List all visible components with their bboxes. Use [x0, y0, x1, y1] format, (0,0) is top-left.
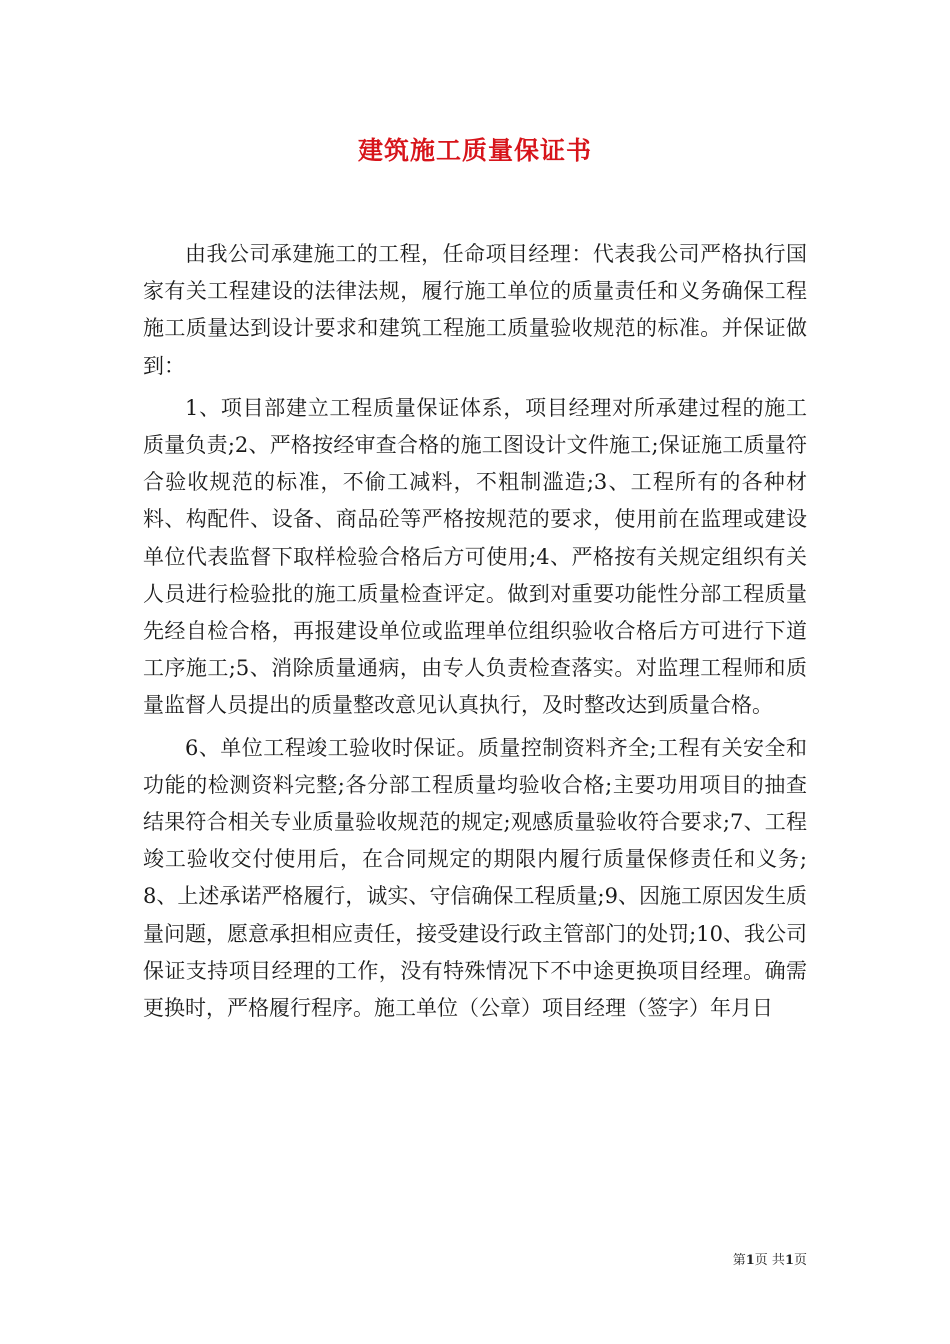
footer-total-pages: 1	[784, 1253, 794, 1268]
paragraph-intro: 由我公司承建施工的工程，任命项目经理：代表我公司严格执行国家有关工程建设的法律法规，履行施工单位的质量责任和义务确保工程施工质量达到设计要求和建筑工程施工质量验收规范的标准。并保证做到：	[143, 242, 807, 378]
document-body	[143, 236, 807, 1027]
document-title: 建筑施工质量保证书	[357, 136, 592, 165]
page-number-footer	[733, 1249, 807, 1268]
footer-suffix: 页	[793, 1253, 807, 1268]
footer-prefix: 第	[732, 1253, 746, 1268]
footer-middle: 页 共	[754, 1253, 785, 1268]
footer-current-page: 1	[745, 1253, 755, 1268]
paragraph-items-6-10: 6、单位工程竣工验收时保证。质量控制资料齐全;工程有关安全和功能的检测资料完整;各分部工程质量均验收合格;主要功用项目的抽查结果符合相关专业质量验收规范的规定;观感质量验收符合要求;7、工程竣工验收交付使用后，在合同规定的期限内履行质量保修责任和义务;8、上述承诺严格履行，诚实、守信确保工程质量;9、因施工原因发生质量问题，愿意承担相应责任，接受建设行政主管部门的处罚;10、我公司保证支持项目经理的工作，没有特殊情况下不中途更换项目经理。确需更换时，严格履行程序。施工单位（公章）项目经理（签字）年月日	[143, 735, 807, 1021]
paragraph-items-1-5: 1、项目部建立工程质量保证体系，项目经理对所承建过程的施工质量负责;2、严格按经审查合格的施工图设计文件施工;保证施工质量符合验收规范的标准，不偷工减料，不粗制滥造;3、工程所有的各种材料、构配件、设备、商品砼等严格按规范的要求，使用前在监理或建设单位代表监督下取样检验合格后方可使用;4、严格按有关规定组织有关人员进行检验批的施工质量检查评定。做到对重要功能性分部工程质量先经自检合格，再报建设单位或监理单位组织验收合格后方可进行下道工序施工;5、消除质量通病，由专人负责检查落实。对监理工程师和质量监督人员提出的质量整改意见认真执行，及时整改达到质量合格。	[143, 395, 807, 718]
